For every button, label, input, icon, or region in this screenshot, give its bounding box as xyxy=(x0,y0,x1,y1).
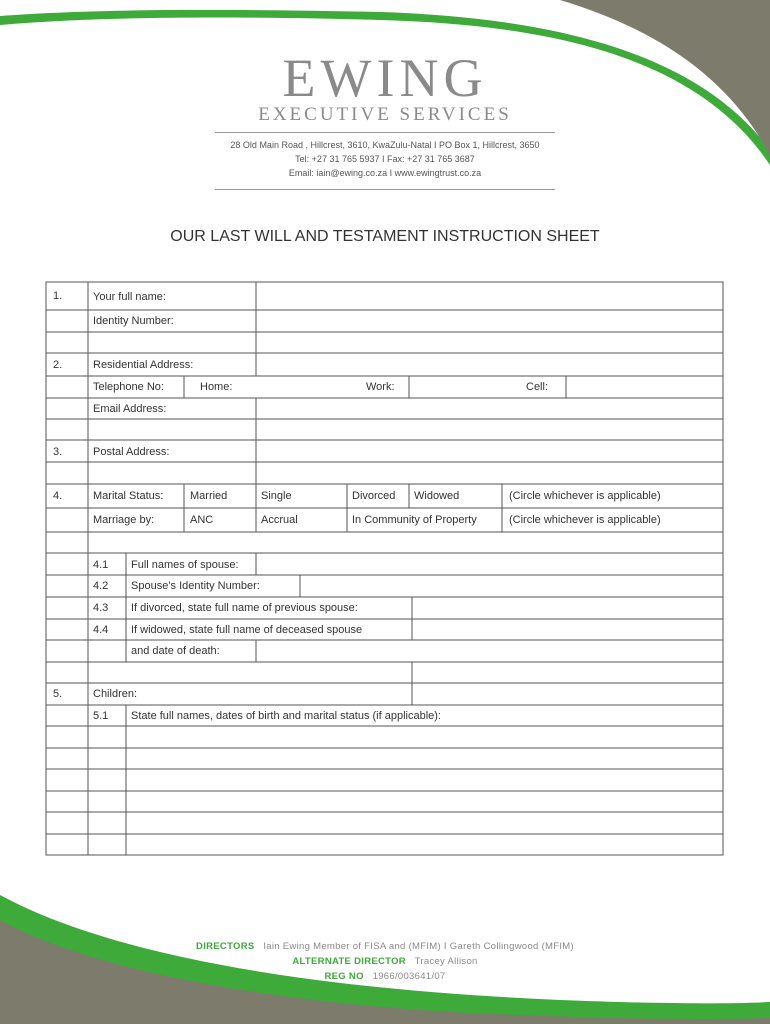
option-divorced[interactable]: Divorced xyxy=(352,490,396,502)
subsection-4-2-number: 4.2 xyxy=(93,580,109,592)
page-title: OUR LAST WILL AND TESTAMENT INSTRUCTION SHEET xyxy=(170,228,600,245)
registration-line xyxy=(0,971,770,982)
previous-spouse-label: If divorced, state full name of previous spouse: xyxy=(131,602,358,614)
home-phone-label: Home: xyxy=(200,381,233,393)
alternate-director-line xyxy=(0,956,770,967)
circle-instruction-note: (Circle whichever is applicable) xyxy=(509,490,661,502)
option-in-community[interactable]: In Community of Property xyxy=(352,514,477,526)
children-details-label: State full names, dates of birth and marital status (if applicable): xyxy=(131,710,441,722)
option-single[interactable]: Single xyxy=(261,490,292,502)
directors-line xyxy=(0,941,770,952)
spouse-id-label: Spouse’s Identity Number: xyxy=(131,580,260,592)
date-of-death-label: and date of death: xyxy=(131,645,220,657)
subsection-5-1-number: 5.1 xyxy=(93,710,109,722)
section-2-number: 2. xyxy=(53,359,63,371)
section-5-number: 5. xyxy=(53,688,63,700)
marital-status-label: Marital Status: xyxy=(93,490,164,502)
address-line: 28 Old Main Road , Hillcrest, 3610, KwaZulu-Natal I PO Box 1, Hillcrest, 3650 xyxy=(230,140,540,150)
option-anc[interactable]: ANC xyxy=(190,514,214,526)
alternate-director-label: ALTERNATE DIRECTOR xyxy=(292,956,406,967)
contact-line: Tel: +27 31 765 5937 I Fax: +27 31 765 3687 xyxy=(295,154,475,164)
option-married[interactable]: Married xyxy=(190,490,228,502)
section-4-number: 4. xyxy=(53,490,63,502)
email-address-label: Email Address: xyxy=(93,403,167,415)
option-accrual[interactable]: Accrual xyxy=(261,514,298,526)
subsection-4-1-number: 4.1 xyxy=(93,559,109,571)
reg-no-label: REG NO xyxy=(324,971,364,982)
section-1-number: 1. xyxy=(53,290,63,302)
alternate-director-value: Tracey Allison xyxy=(414,956,478,967)
email-web-line: Email: iain@ewing.co.za I www.ewingtrust.co.za xyxy=(288,168,482,178)
subsection-4-3-number: 4.3 xyxy=(93,602,109,614)
postal-address-label: Postal Address: xyxy=(93,446,170,458)
children-label: Children: xyxy=(93,688,138,700)
subsection-4-4-number: 4.4 xyxy=(93,624,109,636)
directors-value: Iain Ewing Member of FISA and (MFIM) I Gareth Collingwood (MFIM) xyxy=(263,941,574,952)
deceased-spouse-label: If widowed, state full name of deceased spouse xyxy=(131,624,363,636)
residential-address-label: Residential Address: xyxy=(93,359,194,371)
marriage-by-label: Marriage by: xyxy=(93,514,155,526)
circle-instruction-note-2: (Circle whichever is applicable) xyxy=(509,514,661,526)
work-phone-label: Work: xyxy=(366,381,395,393)
cell-phone-label: Cell: xyxy=(526,381,549,393)
identity-number-label: Identity Number: xyxy=(93,315,174,327)
spouse-names-label: Full names of spouse: xyxy=(131,559,239,571)
reg-no-value: 1966/003641/07 xyxy=(372,971,446,982)
directors-label: DIRECTORS xyxy=(196,941,255,952)
telephone-label: Telephone No: xyxy=(93,381,164,393)
option-widowed[interactable]: Widowed xyxy=(414,490,460,502)
full-name-label: Your full name: xyxy=(93,291,166,303)
section-3-number: 3. xyxy=(53,446,63,458)
company-logo-subtitle: EXECUTIVE SERVICES xyxy=(258,104,512,125)
company-logo: EWING xyxy=(282,48,488,108)
